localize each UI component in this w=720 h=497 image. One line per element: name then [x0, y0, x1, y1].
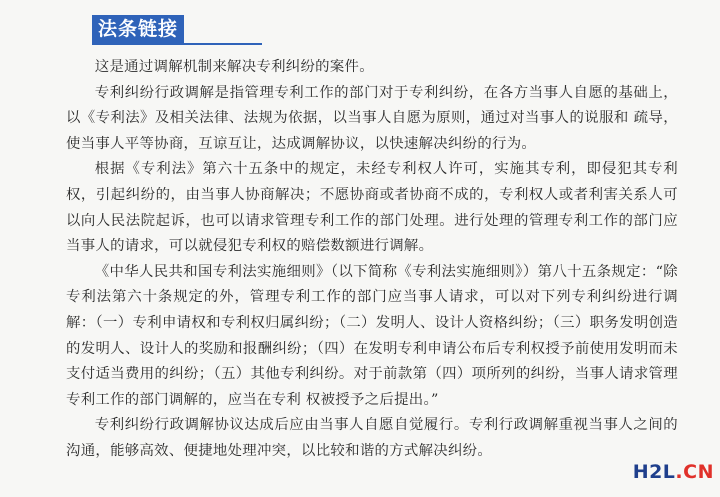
- section-underline: [92, 43, 262, 45]
- section-title: 法条链接: [92, 15, 184, 43]
- section-header: [92, 15, 262, 45]
- paragraph-definition: 专利纠纷行政调解是指管理专利工作的部门对于专利纠纷，在各方当事人自愿的基础上，以《专利法》及相关法律、法规为依据，以当事人自愿为原则，通过对当事人的说服和 疏导，使当事人平等协商，互谅互让，达成调解协议，以快速解决纠纷的行为。: [66, 84, 678, 152]
- paragraph-intro: 这是通过调解机制来解决专利纠纷的案件。: [94, 59, 374, 75]
- paragraph-article-65: 根据《专利法》第六十五条中的规定，未经专利权人许可，实施其专利，即侵犯其专利权，引起纠纷的，由当事人协商解决；不愿协商或者协商不成的，专利权人或者利害关系人可以向人民法院起诉，也可以请求管理专利工作的部门处理。进行处理的管理专利工作的部门应当事人的请求，可以就侵犯专利权的赔偿数额进行调解。: [66, 161, 678, 255]
- paragraph-conclusion: 专利纠纷行政调解协议达成后应由当事人自愿自觉履行。专利行政调解重视当事人之间的沟通，能够高效、便捷地处理冲突，以比较和谐的方式解决纠纷。: [66, 417, 678, 459]
- watermark-dot: .: [675, 461, 684, 483]
- paragraph-article-85: 《中华人民共和国专利法实施细则》（以下简称《专利法实施细则》）第八十五条规定：“除专利法第六十条规定的外，管理专利工作的部门应当事人请求，可以对下列专利纠纷进行调解：（一）专利申请权和专利权归属纠纷；（二）发明人、设计人资格纠纷；（三）职务发明创造的发明人、设计人的奖励和报酬纠纷；（四）在发明专利申请公布后专利权授予前使用发明而未支付适当费用的纠纷；（五）其他专利纠纷。对于前款第（四）项所列的纠纷，当事人请求管理专利工作的部门调解的，应当在专利 权被授予之后提出。”: [66, 263, 678, 408]
- watermark-brand: H2L: [632, 461, 676, 483]
- site-watermark-logo: [633, 461, 714, 483]
- article-body: [66, 55, 678, 465]
- watermark-domain: CN: [683, 461, 714, 483]
